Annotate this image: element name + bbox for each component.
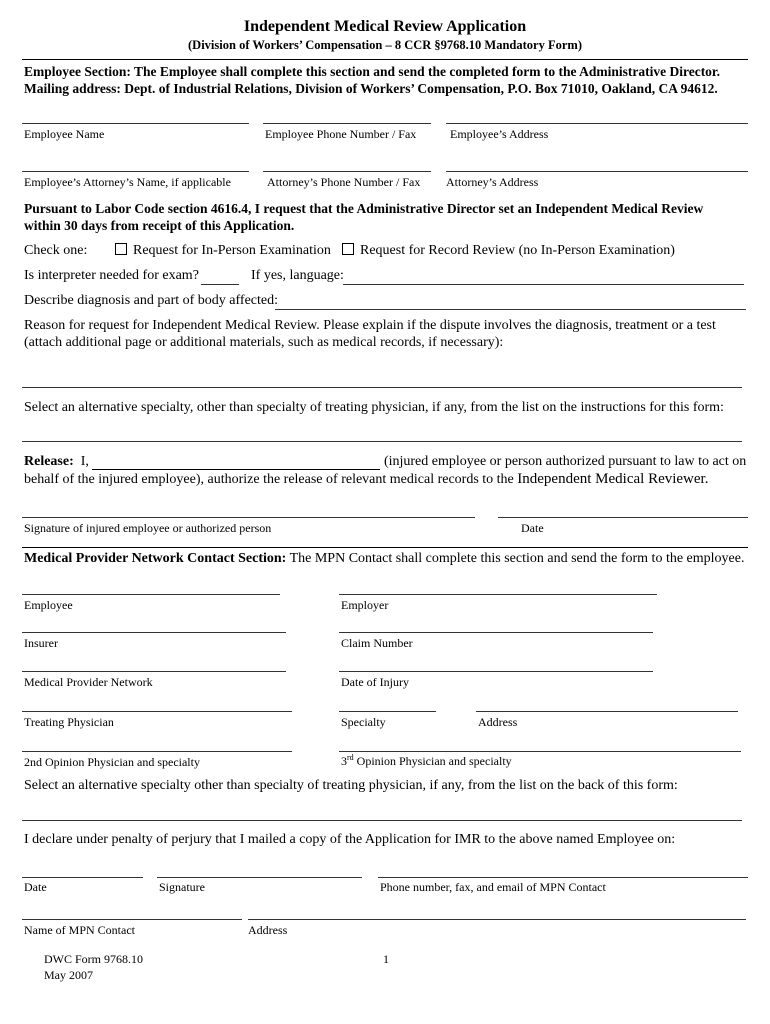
pursuant-statement: Pursuant to Labor Code section 4616.4, I request that the Administrative Director set an Independent Medical Review [24, 201, 704, 216]
employee-address-field[interactable] [446, 123, 748, 124]
section-divider [22, 547, 748, 548]
mpn-alt-specialty-field[interactable] [22, 820, 742, 821]
form-number: DWC Form 9768.10 [44, 952, 143, 966]
employee-address-label: Employee’s Address [450, 127, 549, 141]
check-one-label: Check one: [24, 243, 88, 258]
interpreter-field[interactable] [201, 284, 239, 285]
alt-specialty-field[interactable] [22, 441, 742, 442]
employee-section-heading: Employee Section: The Employee shall complete this section and send the completed form to the Administrative Director. [24, 64, 721, 79]
employee-signature-field[interactable] [22, 517, 475, 518]
mpn-contact-address-label: Address [248, 923, 288, 937]
release-text: (injured employee or person authorized pursuant to law to act on [383, 454, 747, 469]
claim-number-field[interactable] [339, 632, 653, 633]
header-rule [22, 59, 748, 60]
mpn-employer-field[interactable] [339, 594, 657, 595]
third-num: 3 [341, 754, 347, 768]
attorney-address-label: Attorney’s Address [446, 175, 539, 189]
mpn-contact-info-label: Phone number, fax, and email of MPN Contact [380, 880, 606, 894]
alt-specialty-label: Select an alternative specialty, other than specialty of treating physician, if any, from the list on the instructions for this form: [24, 400, 724, 415]
diagnosis-field[interactable] [275, 309, 746, 310]
insurer-field[interactable] [22, 632, 286, 633]
employee-name-field[interactable] [22, 123, 249, 124]
attorney-phone-label: Attorney’s Phone Number / Fax [267, 175, 421, 189]
record-review-checkbox[interactable] [342, 243, 354, 255]
third-sup: rd [347, 753, 354, 762]
insurer-label: Insurer [24, 636, 58, 650]
release-i: I, [80, 454, 89, 469]
release-line-2 [24, 471, 708, 488]
declare-signature-field[interactable] [157, 877, 362, 878]
release-text-2: behalf of the injured employee), authorize the release of relevant medical records to the [24, 472, 514, 487]
pursuant-statement-2: within 30 days from receipt of this Application. [24, 218, 295, 233]
record-review-label: Request for Record Review (no In-Person Examination) [360, 243, 675, 258]
form-title: Independent Medical Review Application [243, 18, 527, 35]
mailing-address: Mailing address: Dept. of Industrial Relations, Division of Workers’ Compensation, P.O. Box 71010, Oakland, CA 94612. [24, 81, 718, 96]
language-field[interactable] [343, 284, 744, 285]
attorney-name-label: Employee’s Attorney’s Name, if applicable [24, 175, 231, 189]
language-label: If yes, language: [251, 268, 344, 283]
mpn-section-heading [24, 551, 744, 567]
mpn-employer-label: Employer [341, 598, 389, 612]
mpn-heading-bold: Medical Provider Network Contact Section: [24, 551, 287, 566]
mpn-employee-label: Employee [24, 598, 73, 612]
mpn-alt-specialty-label: Select an alternative specialty other than specialty of treating physician, if any, from the list on the back of this form: [24, 778, 678, 793]
date-of-injury-field[interactable] [339, 671, 653, 672]
mpn-contact-name-label: Name of MPN Contact [24, 923, 135, 937]
mpn-name-label: Medical Provider Network [24, 675, 153, 689]
specialty-label: Specialty [341, 715, 386, 729]
third-opinion-label [341, 753, 512, 769]
reason-label-2: (attach additional page or additional materials, such as medical records, if necessary): [24, 335, 504, 350]
employee-date-field[interactable] [498, 517, 748, 518]
claim-number-label: Claim Number [341, 636, 413, 650]
treating-physician-label: Treating Physician [24, 715, 114, 729]
declare-date-field[interactable] [22, 877, 143, 878]
declare-signature-label: Signature [159, 880, 205, 894]
release-name-field[interactable] [92, 455, 380, 470]
mpn-employee-field[interactable] [22, 594, 280, 595]
form-subtitle: (Division of Workers’ Compensation – 8 CCR §9768.10 Mandatory Form) [188, 38, 582, 52]
form-date: May 2007 [44, 968, 93, 982]
release-label: Release: [24, 454, 74, 469]
page-number: 1 [383, 952, 389, 966]
third-opinion-field[interactable] [339, 751, 741, 752]
mpn-contact-address-field[interactable] [248, 919, 746, 920]
reason-field[interactable] [22, 387, 742, 388]
declaration-text: I declare under penalty of perjury that I mailed a copy of the Application for IMR to the above named Employee on: [24, 832, 676, 847]
mpn-contact-name-field[interactable] [22, 919, 242, 920]
second-opinion-field[interactable] [22, 751, 292, 752]
in-person-option[interactable] [115, 243, 331, 259]
attorney-address-field[interactable] [446, 171, 748, 172]
release-line [24, 454, 746, 470]
treating-physician-field[interactable] [22, 711, 292, 712]
mpn-contact-info-field[interactable] [378, 877, 748, 878]
record-review-option[interactable] [342, 243, 675, 259]
declare-date-label: Date [24, 880, 47, 894]
in-person-label: Request for In-Person Examination [133, 243, 331, 258]
physician-address-field[interactable] [476, 711, 738, 712]
release-reviewer: Independent Medical Reviewer. [517, 471, 709, 487]
specialty-field[interactable] [339, 711, 436, 712]
attorney-name-field[interactable] [22, 171, 249, 172]
employee-date-label: Date [521, 521, 544, 535]
physician-address-label: Address [478, 715, 518, 729]
in-person-checkbox[interactable] [115, 243, 127, 255]
employee-phone-label: Employee Phone Number / Fax [265, 127, 417, 141]
third-rest: Opinion Physician and specialty [356, 754, 512, 768]
reason-label: Reason for request for Independent Medical Review. Please explain if the dispute involves the diagnosis, treatment or a test [24, 318, 716, 333]
employee-phone-field[interactable] [263, 123, 431, 124]
diagnosis-label: Describe diagnosis and part of body affected: [24, 293, 278, 308]
attorney-phone-field[interactable] [263, 171, 431, 172]
employee-signature-label: Signature of injured employee or authorized person [24, 521, 272, 535]
second-opinion-label: 2nd Opinion Physician and specialty [24, 755, 200, 769]
date-of-injury-label: Date of Injury [341, 675, 409, 689]
interpreter-question: Is interpreter needed for exam? [24, 268, 199, 283]
mpn-name-field[interactable] [22, 671, 286, 672]
employee-name-label: Employee Name [24, 127, 105, 141]
mpn-heading-rest: The MPN Contact shall complete this section and send the form to the employee. [289, 551, 745, 566]
